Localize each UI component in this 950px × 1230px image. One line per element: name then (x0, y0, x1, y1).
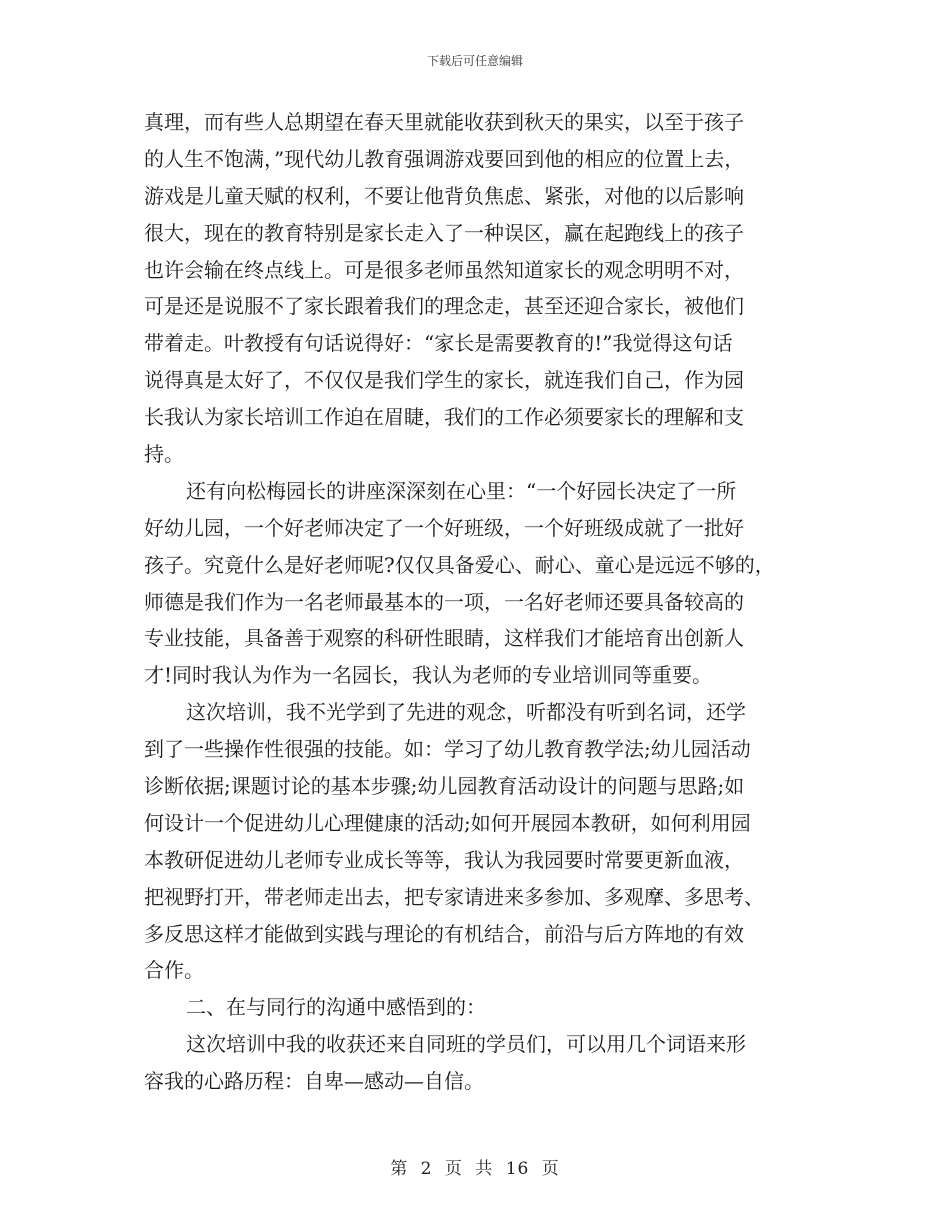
text-line: 的人生不饱满，”现代幼儿教育强调游戏要回到他的相应的位置上去， (144, 146, 745, 171)
text-line: 真理，而有些人总期望在春天里就能收获到秋天的果实，以至于孩子 (144, 110, 744, 134)
text-line: 多反思这样才能做到实践与理论的有机结合，前沿与后方阵地的有效 (144, 921, 744, 946)
paragraph-start-line: 这次培训，我不光学到了先进的观念，听都没有听到名词，还学 (186, 700, 746, 725)
text-line: 到了一些操作性很强的技能。如：学习了幼儿教育教学法;幼儿园活动 (144, 737, 751, 762)
text-line: 容我的心路历程：自卑—感动—自信。 (144, 1069, 484, 1094)
paragraph-start-line: 还有向松梅园长的讲座深深刻在心里：“一个好园长决定了一所 (186, 478, 737, 503)
text-line: 长我认为家长培训工作迫在眉睫，我们的工作必须要家长的理解和支 (144, 405, 744, 430)
text-line: 持。 (144, 442, 184, 467)
document-body (144, 104, 824, 1100)
text-line: 诊断依据;课题讨论的基本步骤;幼儿园教育活动设计的问题与思路;如 (144, 774, 745, 799)
text-line: 才!同时我认为作为一名园长，我认为老师的专业培训同等重要。 (144, 663, 713, 688)
text-line: 好幼儿园，一个好老师决定了一个好班级，一个好班级成就了一批好 (144, 515, 744, 540)
text-line: 何设计一个促进幼儿心理健康的活动;如何开展园本教研，如何利用园 (144, 810, 751, 835)
text-line: 专业技能，具备善于观察的科研性眼睛，这样我们才能培育出创新人 (144, 626, 744, 651)
text-line: 孩子。究竟什么是好老师呢?仅仅具备爱心、耐心、童心是远远不够的， (144, 552, 775, 577)
section-heading: 二、在与同行的沟通中感悟到的： (186, 995, 486, 1020)
page-number: 第 2 页 共 16 页 (390, 1159, 560, 1179)
text-line: 也许会输在终点线上。可是很多老师虽然知道家长的观念明明不对， (144, 257, 744, 282)
text-line: 把视野打开，带老师走出去，把专家请进来多参加、多观摩、多思考、 (144, 884, 764, 909)
text-line: 说得真是太好了，不仅仅是我们学生的家长，就连我们自己，作为园 (144, 368, 744, 393)
text-line: 游戏是儿童天赋的权利，不要让他背负焦虑、紧张，对他的以后影响 (144, 183, 744, 208)
text-line: 合作。 (144, 958, 204, 983)
text-line: 很大，现在的教育特别是家长走入了一种误区，赢在起跑线上的孩子 (144, 220, 744, 245)
paragraph-start-line: 这次培训中我的收获还来自同班的学员们，可以用几个词语来形 (186, 1032, 746, 1057)
page-header-note: 下载后可任意编辑 (426, 54, 523, 68)
text-line: 本教研促进幼儿老师专业成长等等，我认为我园要时常要更新血液， (144, 847, 744, 872)
text-line: 师德是我们作为一名老师最基本的一项，一名好老师还要具备较高的 (144, 589, 744, 614)
text-line: 带着走。叶教授有句话说得好：“家长是需要教育的!”我觉得这句话 (144, 331, 733, 356)
text-line: 可是还是说服不了家长跟着我们的理念走，甚至还迎合家长，被他们 (144, 294, 744, 319)
